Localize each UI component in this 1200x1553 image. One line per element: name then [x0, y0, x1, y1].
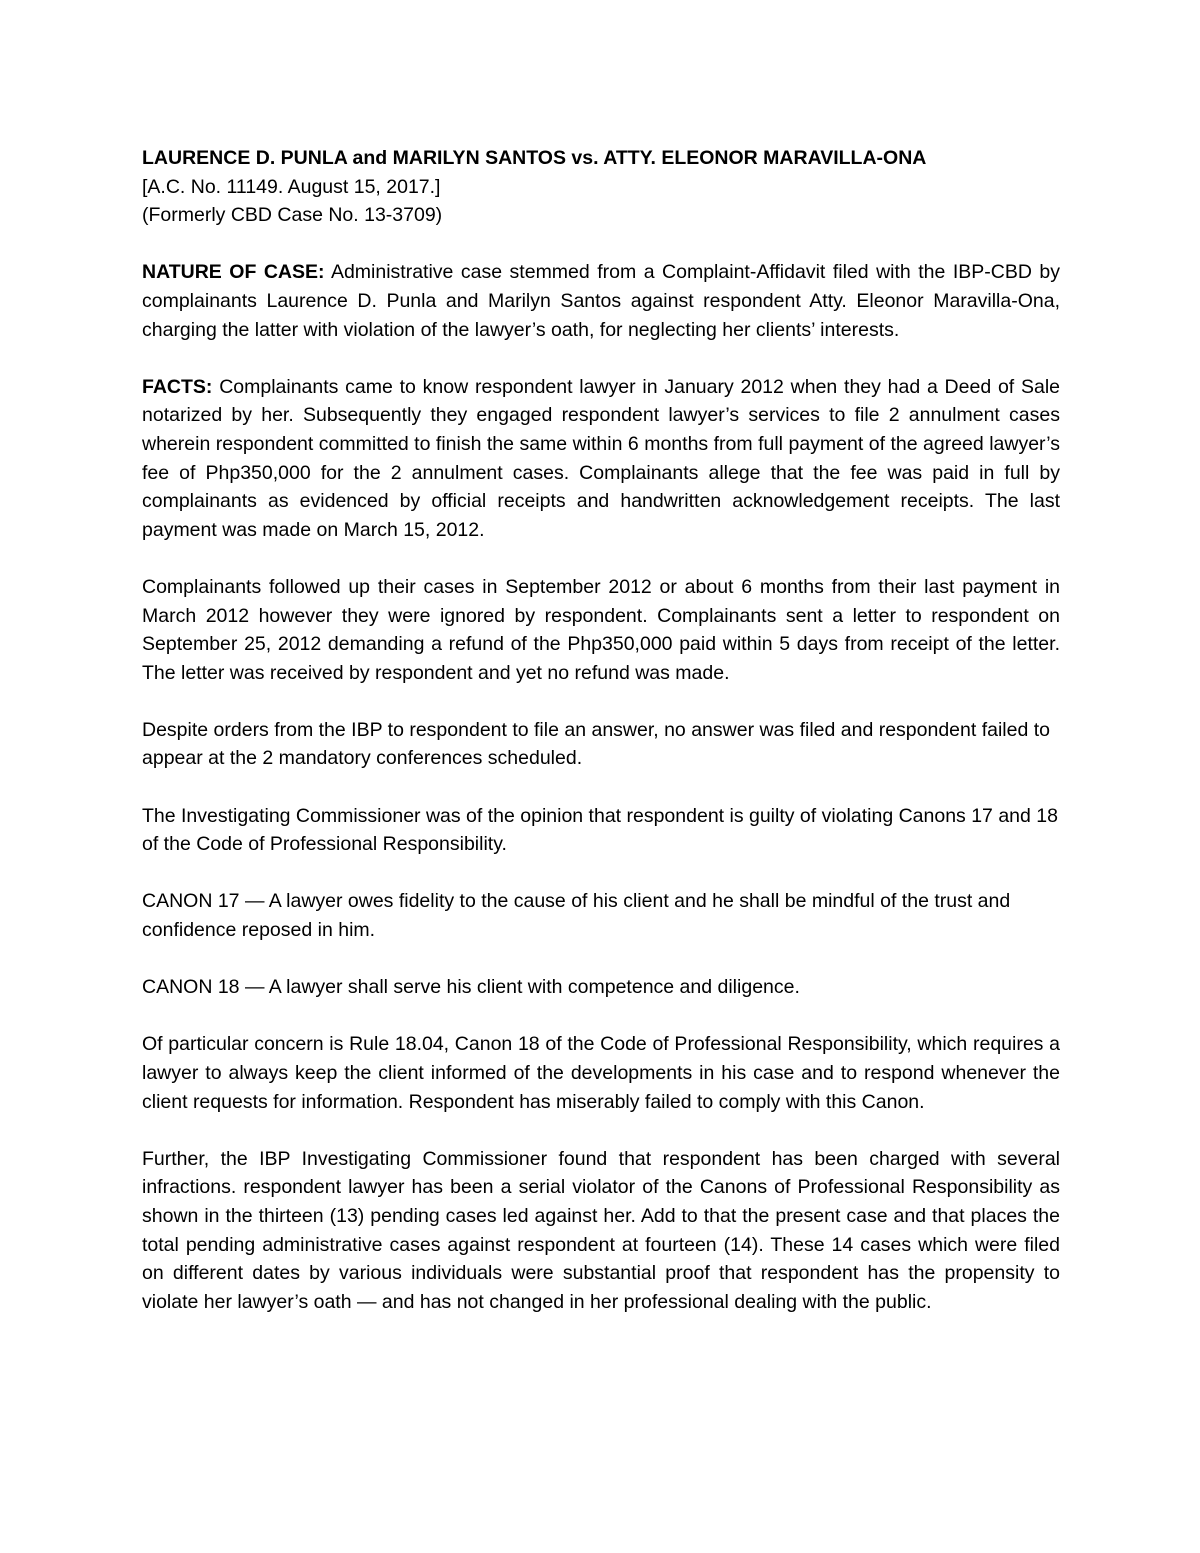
despite-orders-paragraph: Despite orders from the IBP to respondent to file an answer, no answer was filed and respondent failed to appear at the 2 mandatory conferences scheduled. [142, 718, 1051, 770]
case-header [142, 144, 1060, 230]
case-number: [A.C. No. 11149. August 15, 2017.] [142, 175, 441, 198]
document-page [142, 144, 1060, 1345]
canon-18-paragraph: CANON 18 — A lawyer shall serve his client with competence and diligence. [142, 976, 800, 999]
former-case-number: (Formerly CBD Case No. 13-3709) [142, 204, 443, 227]
canon-17-paragraph: CANON 17 — A lawyer owes fidelity to the cause of his client and he shall be mindful of the trust and confidence reposed in him. [142, 890, 1011, 942]
nature-of-case-text: Administrative case stemmed from a Complaint-Affidavit filed with the IBP-CBD by complainants Laurence D. Punla and Marilyn Santos against respondent Atty. Eleonor Maravilla-Ona, charging the latter with violation of the lawyer’s oath, for neglecting her clients’ interests. [142, 261, 1060, 341]
facts-paragraph [142, 373, 1060, 545]
facts-label: FACTS: [142, 375, 213, 398]
followup-paragraph: Complainants followed up their cases in September 2012 or about 6 months from their last payment in March 2012 however they were ignored by respondent. Complainants sent a letter to respondent on September 25, 2012 demanding a refund of the Php350,000 paid within 5 days from receipt of the letter. The letter was received by respondent and yet no refund was made. [142, 575, 1060, 684]
rule-18-04-paragraph: Of particular concern is Rule 18.04, Canon 18 of the Code of Professional Responsibility, which requires a lawyer to always keep the client informed of the developments in his case and to respond whenever the client requests for information. Respondent has miserably failed to comply with this Canon. [142, 1033, 1060, 1113]
nature-of-case-paragraph [142, 258, 1060, 344]
further-findings-paragraph: Further, the IBP Investigating Commissioner found that respondent has been charged with several infractions. respondent lawyer has been a serial violator of the Canons of Professional Responsibility as shown in the thirteen (13) pending cases led against her. Add to that the present case and that places the total pending administrative cases against respondent at fourteen (14). These 14 cases which were filed on different dates by various individuals were substantial proof that respondent has the propensity to violate her lawyer’s oath — and has not changed in her professional dealing with the public. [142, 1147, 1060, 1313]
facts-text: Complainants came to know respondent lawyer in January 2012 when they had a Deed of Sale notarized by her. Subsequently they engaged respondent lawyer’s services to file 2 annulment cases wherein respondent committed to finish the same within 6 months from full payment of the agreed lawyer’s fee of Php350,000 for the 2 annulment cases. Complainants allege that the fee was paid in full by complainants as evidenced by official receipts and handwritten acknowledgement receipts. The last payment was made on March 15, 2012. [142, 375, 1060, 541]
commissioner-opinion-paragraph: The Investigating Commissioner was of the opinion that respondent is guilty of violating Canons 17 and 18 of the Code of Professional Responsibility. [142, 804, 1058, 856]
nature-of-case-label: NATURE OF CASE: [142, 261, 325, 284]
case-title: LAURENCE D. PUNLA and MARILYN SANTOS vs. ATTY. ELEONOR MARAVILLA-ONA [142, 147, 927, 169]
